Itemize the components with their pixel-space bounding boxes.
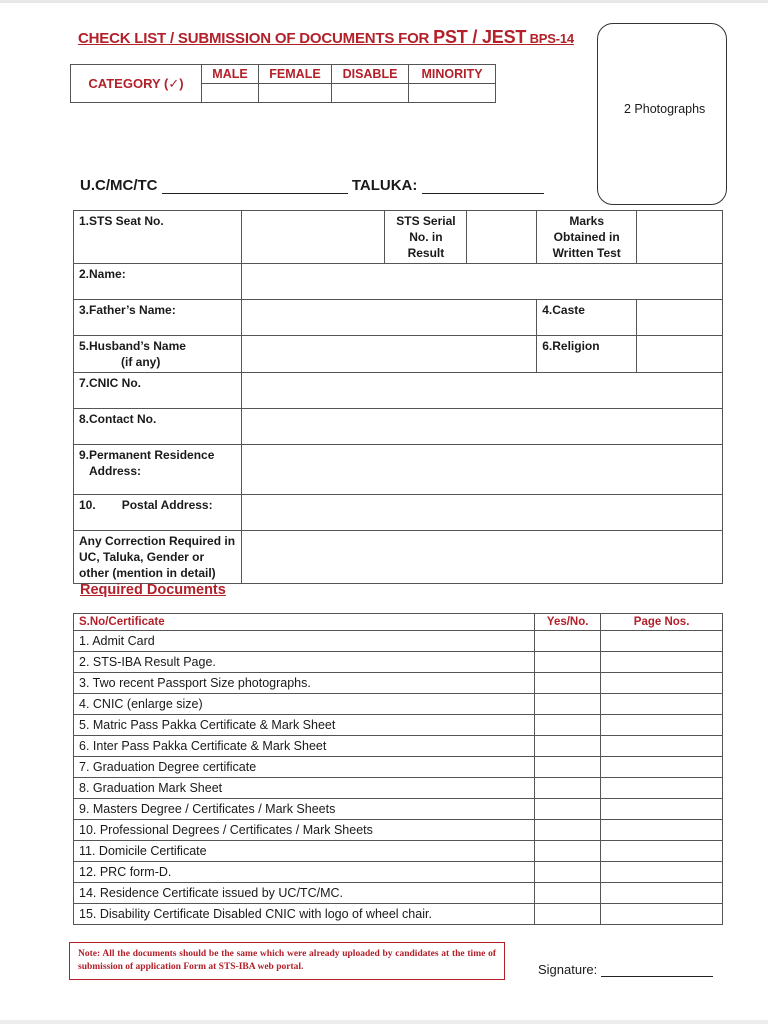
document-name: 10. Professional Degrees / Certificates / Mark Sheets <box>74 820 535 841</box>
document-row <box>74 904 723 925</box>
document-page-nos-field[interactable] <box>601 862 723 883</box>
sts-seat-field[interactable] <box>241 211 385 264</box>
minority-tick-cell[interactable] <box>409 84 496 103</box>
husband-name-note: (if any) <box>121 355 161 369</box>
document-yes-no-field[interactable] <box>535 631 601 652</box>
document-name: 14. Residence Certificate issued by UC/TC/MC. <box>74 883 535 904</box>
postal-address-field[interactable] <box>241 495 722 531</box>
uc-field[interactable] <box>162 179 348 194</box>
father-name-field[interactable] <box>241 300 536 336</box>
docs-header-certificate: S.No/Certificate <box>74 614 535 631</box>
category-minority: MINORITY <box>409 65 496 84</box>
cnic-field[interactable] <box>241 373 722 409</box>
caste-label: 4.Caste <box>537 300 637 336</box>
document-name: 3. Two recent Passport Size photographs. <box>74 673 535 694</box>
document-name: 15. Disability Certificate Disabled CNIC with logo of wheel chair. <box>74 904 535 925</box>
permanent-address-text-2: Address: <box>89 464 142 478</box>
document-row <box>74 652 723 673</box>
document-name: 11. Domicile Certificate <box>74 841 535 862</box>
uc-label: U.C/MC/TC <box>80 177 158 194</box>
signature-line <box>538 962 713 977</box>
document-page-nos-field[interactable] <box>601 694 723 715</box>
page-title <box>78 27 574 48</box>
taluka-label: TALUKA: <box>351 177 418 194</box>
correction-label: Any Correction Required in UC, Taluka, Gender or other (mention in detail) <box>74 531 242 584</box>
document-page-nos-field[interactable] <box>601 757 723 778</box>
category-male: MALE <box>202 65 259 84</box>
marks-label: Marks Obtained in Written Test <box>537 211 637 264</box>
document-page-nos-field[interactable] <box>601 673 723 694</box>
documents-table <box>73 613 723 925</box>
signature-label: Signature: <box>538 962 598 977</box>
permanent-address-label <box>74 445 242 495</box>
document-name: 5. Matric Pass Pakka Certificate & Mark Sheet <box>74 715 535 736</box>
top-border <box>0 0 768 3</box>
document-name: 2. STS-IBA Result Page. <box>74 652 535 673</box>
religion-label: 6.Religion <box>537 336 637 373</box>
document-yes-no-field[interactable] <box>535 673 601 694</box>
document-page-nos-field[interactable] <box>601 631 723 652</box>
docs-header-yes-no: Yes/No. <box>535 614 601 631</box>
document-row <box>74 841 723 862</box>
category-label: CATEGORY (✓) <box>71 65 202 103</box>
postal-address-number: 10. <box>79 498 96 512</box>
document-name: 4. CNIC (enlarge size) <box>74 694 535 715</box>
contact-label: 8.Contact No. <box>74 409 242 445</box>
document-yes-no-field[interactable] <box>535 736 601 757</box>
document-yes-no-field[interactable] <box>535 841 601 862</box>
sts-serial-field[interactable] <box>467 211 537 264</box>
document-row <box>74 883 723 904</box>
document-yes-no-field[interactable] <box>535 694 601 715</box>
title-grade: BPS-14 <box>526 31 574 46</box>
document-page-nos-field[interactable] <box>601 841 723 862</box>
name-label: 2.Name: <box>74 264 242 300</box>
disable-tick-cell[interactable] <box>332 84 409 103</box>
document-row <box>74 715 723 736</box>
document-yes-no-field[interactable] <box>535 778 601 799</box>
document-page-nos-field[interactable] <box>601 820 723 841</box>
category-disable: DISABLE <box>332 65 409 84</box>
postal-address-text: Postal Address: <box>121 498 213 512</box>
category-table <box>70 64 496 103</box>
document-yes-no-field[interactable] <box>535 799 601 820</box>
document-row <box>74 631 723 652</box>
bottom-border <box>0 1020 768 1024</box>
document-row <box>74 799 723 820</box>
required-documents-heading: Required Documents <box>80 582 226 598</box>
document-page-nos-field[interactable] <box>601 904 723 925</box>
permanent-address-field[interactable] <box>241 445 722 495</box>
husband-name-field[interactable] <box>241 336 536 373</box>
name-field[interactable] <box>241 264 722 300</box>
document-yes-no-field[interactable] <box>535 862 601 883</box>
document-row <box>74 694 723 715</box>
document-yes-no-field[interactable] <box>535 883 601 904</box>
document-name: 1. Admit Card <box>74 631 535 652</box>
document-name: 7. Graduation Degree certificate <box>74 757 535 778</box>
docs-header-page-nos: Page Nos. <box>601 614 723 631</box>
document-row <box>74 778 723 799</box>
document-page-nos-field[interactable] <box>601 652 723 673</box>
caste-field[interactable] <box>637 300 723 336</box>
document-yes-no-field[interactable] <box>535 715 601 736</box>
location-line <box>80 177 544 194</box>
cnic-label: 7.CNIC No. <box>74 373 242 409</box>
husband-name-label <box>74 336 242 373</box>
document-yes-no-field[interactable] <box>535 652 601 673</box>
postal-address-label <box>74 495 242 531</box>
photograph-box <box>597 23 727 205</box>
document-yes-no-field[interactable] <box>535 757 601 778</box>
sts-seat-label: 1.STS Seat No. <box>74 211 242 264</box>
signature-field[interactable] <box>601 963 713 977</box>
female-tick-cell[interactable] <box>259 84 332 103</box>
document-name: 9. Masters Degree / Certificates / Mark Sheets <box>74 799 535 820</box>
document-page-nos-field[interactable] <box>601 799 723 820</box>
marks-field[interactable] <box>637 211 723 264</box>
document-yes-no-field[interactable] <box>535 904 601 925</box>
contact-field[interactable] <box>241 409 722 445</box>
document-page-nos-field[interactable] <box>601 883 723 904</box>
document-name: 8. Graduation Mark Sheet <box>74 778 535 799</box>
category-female: FEMALE <box>259 65 332 84</box>
documents-table-body <box>74 631 723 925</box>
document-row <box>74 736 723 757</box>
title-prefix: CHECK LIST / SUBMISSION OF DOCUMENTS FOR <box>78 30 434 47</box>
document-name: 12. PRC form-D. <box>74 862 535 883</box>
note-box: Note: All the documents should be the same which were already uploaded by candidates at the time of submission of application Form at STS-IBA web portal. <box>69 942 505 980</box>
document-row <box>74 757 723 778</box>
document-page-nos-field[interactable] <box>601 736 723 757</box>
male-tick-cell[interactable] <box>202 84 259 103</box>
permanent-address-text: 9.Permanent Residence <box>79 448 215 462</box>
document-row <box>74 862 723 883</box>
photograph-label: 2 Photographs <box>624 102 706 116</box>
husband-name-text: 5.Husband’s Name <box>79 339 186 353</box>
document-yes-no-field[interactable] <box>535 820 601 841</box>
document-name: 6. Inter Pass Pakka Certificate & Mark Sheet <box>74 736 535 757</box>
sts-serial-label: STS Serial No. in Result <box>385 211 467 264</box>
document-row <box>74 820 723 841</box>
candidate-info-table <box>73 210 723 584</box>
title-posts: PST / JEST <box>433 27 527 47</box>
religion-field[interactable] <box>637 336 723 373</box>
document-page-nos-field[interactable] <box>601 778 723 799</box>
document-page-nos-field[interactable] <box>601 715 723 736</box>
taluka-field[interactable] <box>422 179 544 194</box>
correction-field[interactable] <box>241 531 722 584</box>
document-row <box>74 673 723 694</box>
father-name-label: 3.Father’s Name: <box>74 300 242 336</box>
